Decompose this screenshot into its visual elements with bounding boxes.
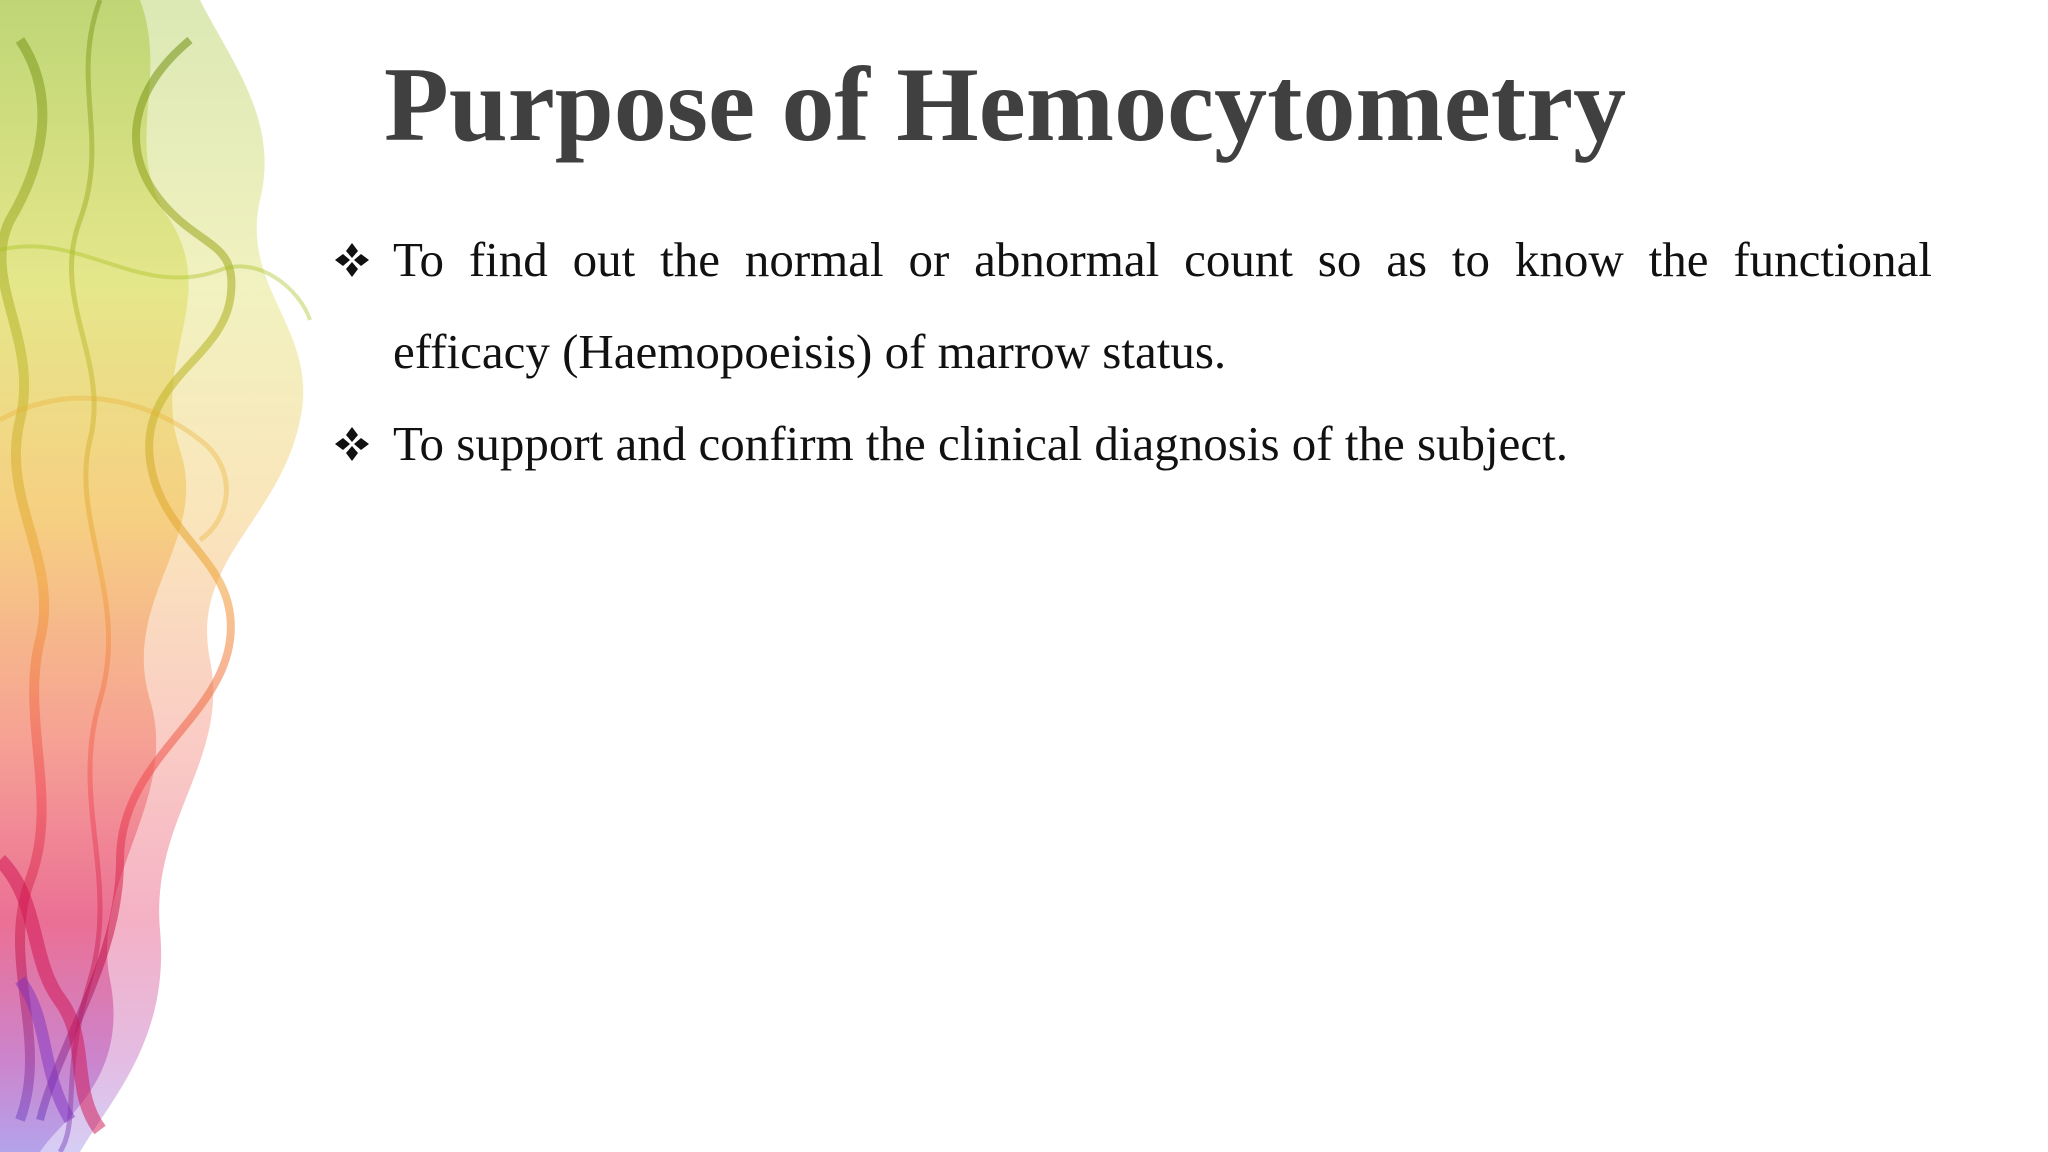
page-title: Purpose of Hemocytometry [384,46,1627,163]
bullet-list [334,214,1932,490]
four-diamond-bullet-icon [334,242,370,278]
list-item [334,214,1932,398]
bullet-text: To support and confirm the clinical diagnosis of the subject. [393,416,1569,471]
list-item [334,398,1932,490]
four-diamond-bullet-icon [334,426,370,462]
colorful-smoke-decoration [0,0,340,1152]
bullet-text: To find out the normal or abnormal count so as to know the functional efficacy (Haemopoeisis) of marrow status. [393,232,1932,379]
